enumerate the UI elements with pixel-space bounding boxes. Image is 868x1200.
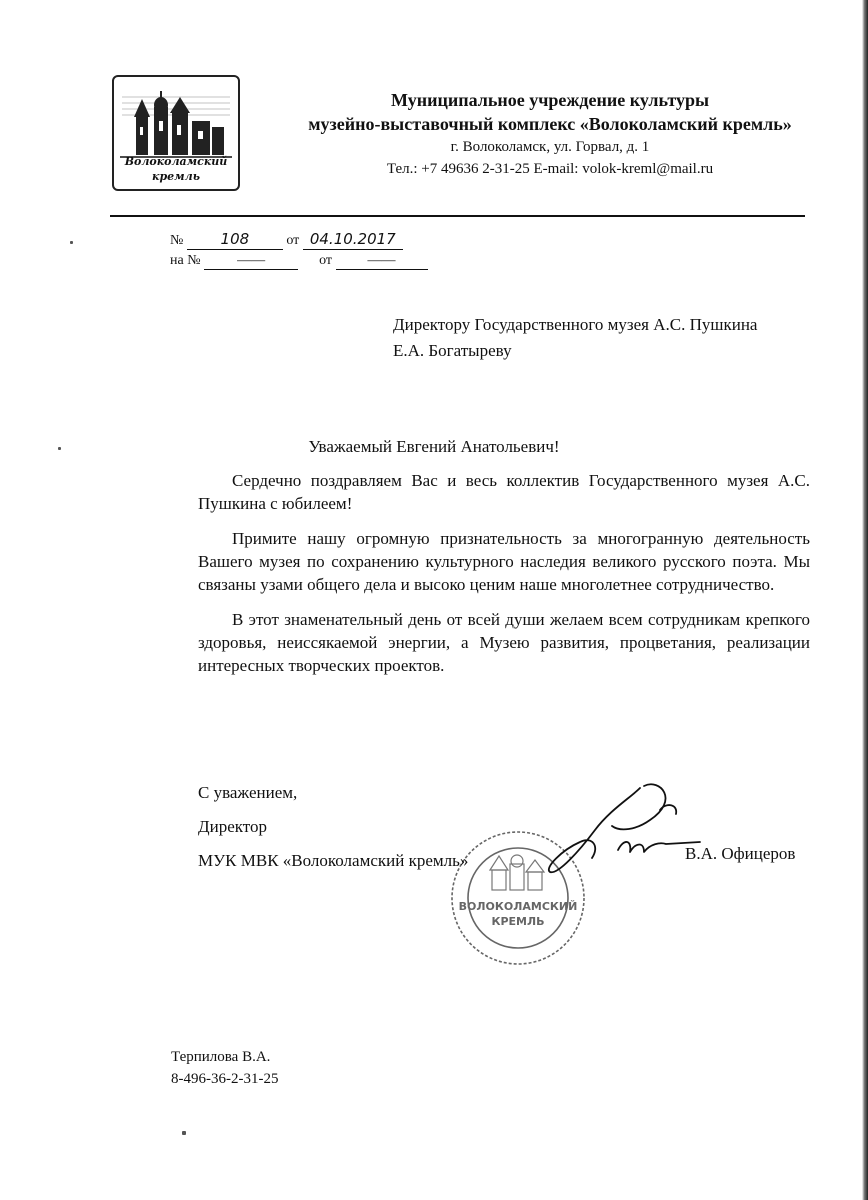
org-complex-name: музейно-выставочный комплекс «Волоколамский кремль»	[308, 114, 792, 134]
closing-position: Директор	[198, 817, 267, 836]
outgoing-reference	[170, 230, 403, 250]
scan-speck	[70, 241, 73, 244]
letterhead	[250, 88, 850, 180]
recipient-line2: Е.А. Богатыреву	[393, 341, 512, 360]
recipient-block	[393, 312, 757, 364]
reply-date-label: от	[319, 253, 333, 268]
signatory-name: В.А. Офицеров	[685, 844, 796, 863]
reply-reference	[170, 253, 428, 270]
scan-edge-shadow	[862, 0, 868, 1200]
stamp-text-line1: ВОЛОКОЛАМСКИЙ	[458, 900, 578, 913]
paragraph: В этот знаменательный день от всей души желаем всем сотрудникам крепкого здоровья, неиссякаемой энергии, а Музею развития, процветания, реализации интересных творческих проектов.	[198, 610, 810, 675]
date-value: 04.10.2017	[309, 230, 396, 248]
recipient-line1: Директору Государственного музея А.С. Пушкина	[393, 315, 758, 334]
letterhead-divider	[110, 215, 805, 217]
org-address: г. Волоколамск, ул. Горвал, д. 1	[450, 139, 650, 155]
org-name: Муниципальное учреждение культуры	[390, 90, 710, 110]
reply-number-label: на №	[170, 253, 201, 268]
letter-body	[198, 469, 810, 689]
paragraph: Сердечно поздравляем Вас и весь коллектив Государственного музея А.С. Пушкина с юбилеем!	[198, 471, 810, 513]
date-label: от	[286, 233, 300, 248]
reply-date-value: ——	[367, 253, 396, 268]
reply-number-value: ——	[237, 253, 266, 268]
reply-date-field	[336, 253, 428, 270]
closing-organization: МУК МВК «Волоколамский кремль»	[198, 851, 469, 870]
closing-block	[198, 776, 468, 878]
org-contacts: Тел.: +7 49636 2-31-25 E-mail: volok-kreml@mail.ru	[386, 161, 714, 177]
organization-logo	[112, 75, 240, 191]
scan-speck	[58, 447, 61, 450]
handwritten-signature	[540, 780, 710, 890]
salutation: Уважаемый Евгений Анатольевич!	[308, 437, 560, 456]
logo-text-line1: Волоколамский	[124, 155, 228, 168]
executor-phone: 8-496-36-2-31-25	[171, 1071, 279, 1087]
closing-regards: С уважением,	[198, 783, 298, 802]
executor-name: Терпилова В.А.	[171, 1049, 271, 1065]
date-field	[303, 230, 403, 250]
logo-text-line2: кремль	[152, 170, 200, 183]
scan-speck	[182, 1131, 186, 1135]
number-label: №	[170, 233, 184, 248]
paragraph: Примите нашу огромную признательность за многогранную деятельность Вашего музея по сохранению культурного наследия великого русского поэта. Мы связаны узами общего дела и высоко ценим наше многолетнее сотрудничество.	[198, 529, 810, 594]
number-field	[187, 230, 283, 250]
executor-block	[171, 1046, 278, 1090]
reply-number-field	[204, 253, 298, 270]
number-value: 108	[220, 230, 250, 248]
stamp-text-line2: КРЕМЛЬ	[491, 915, 545, 928]
